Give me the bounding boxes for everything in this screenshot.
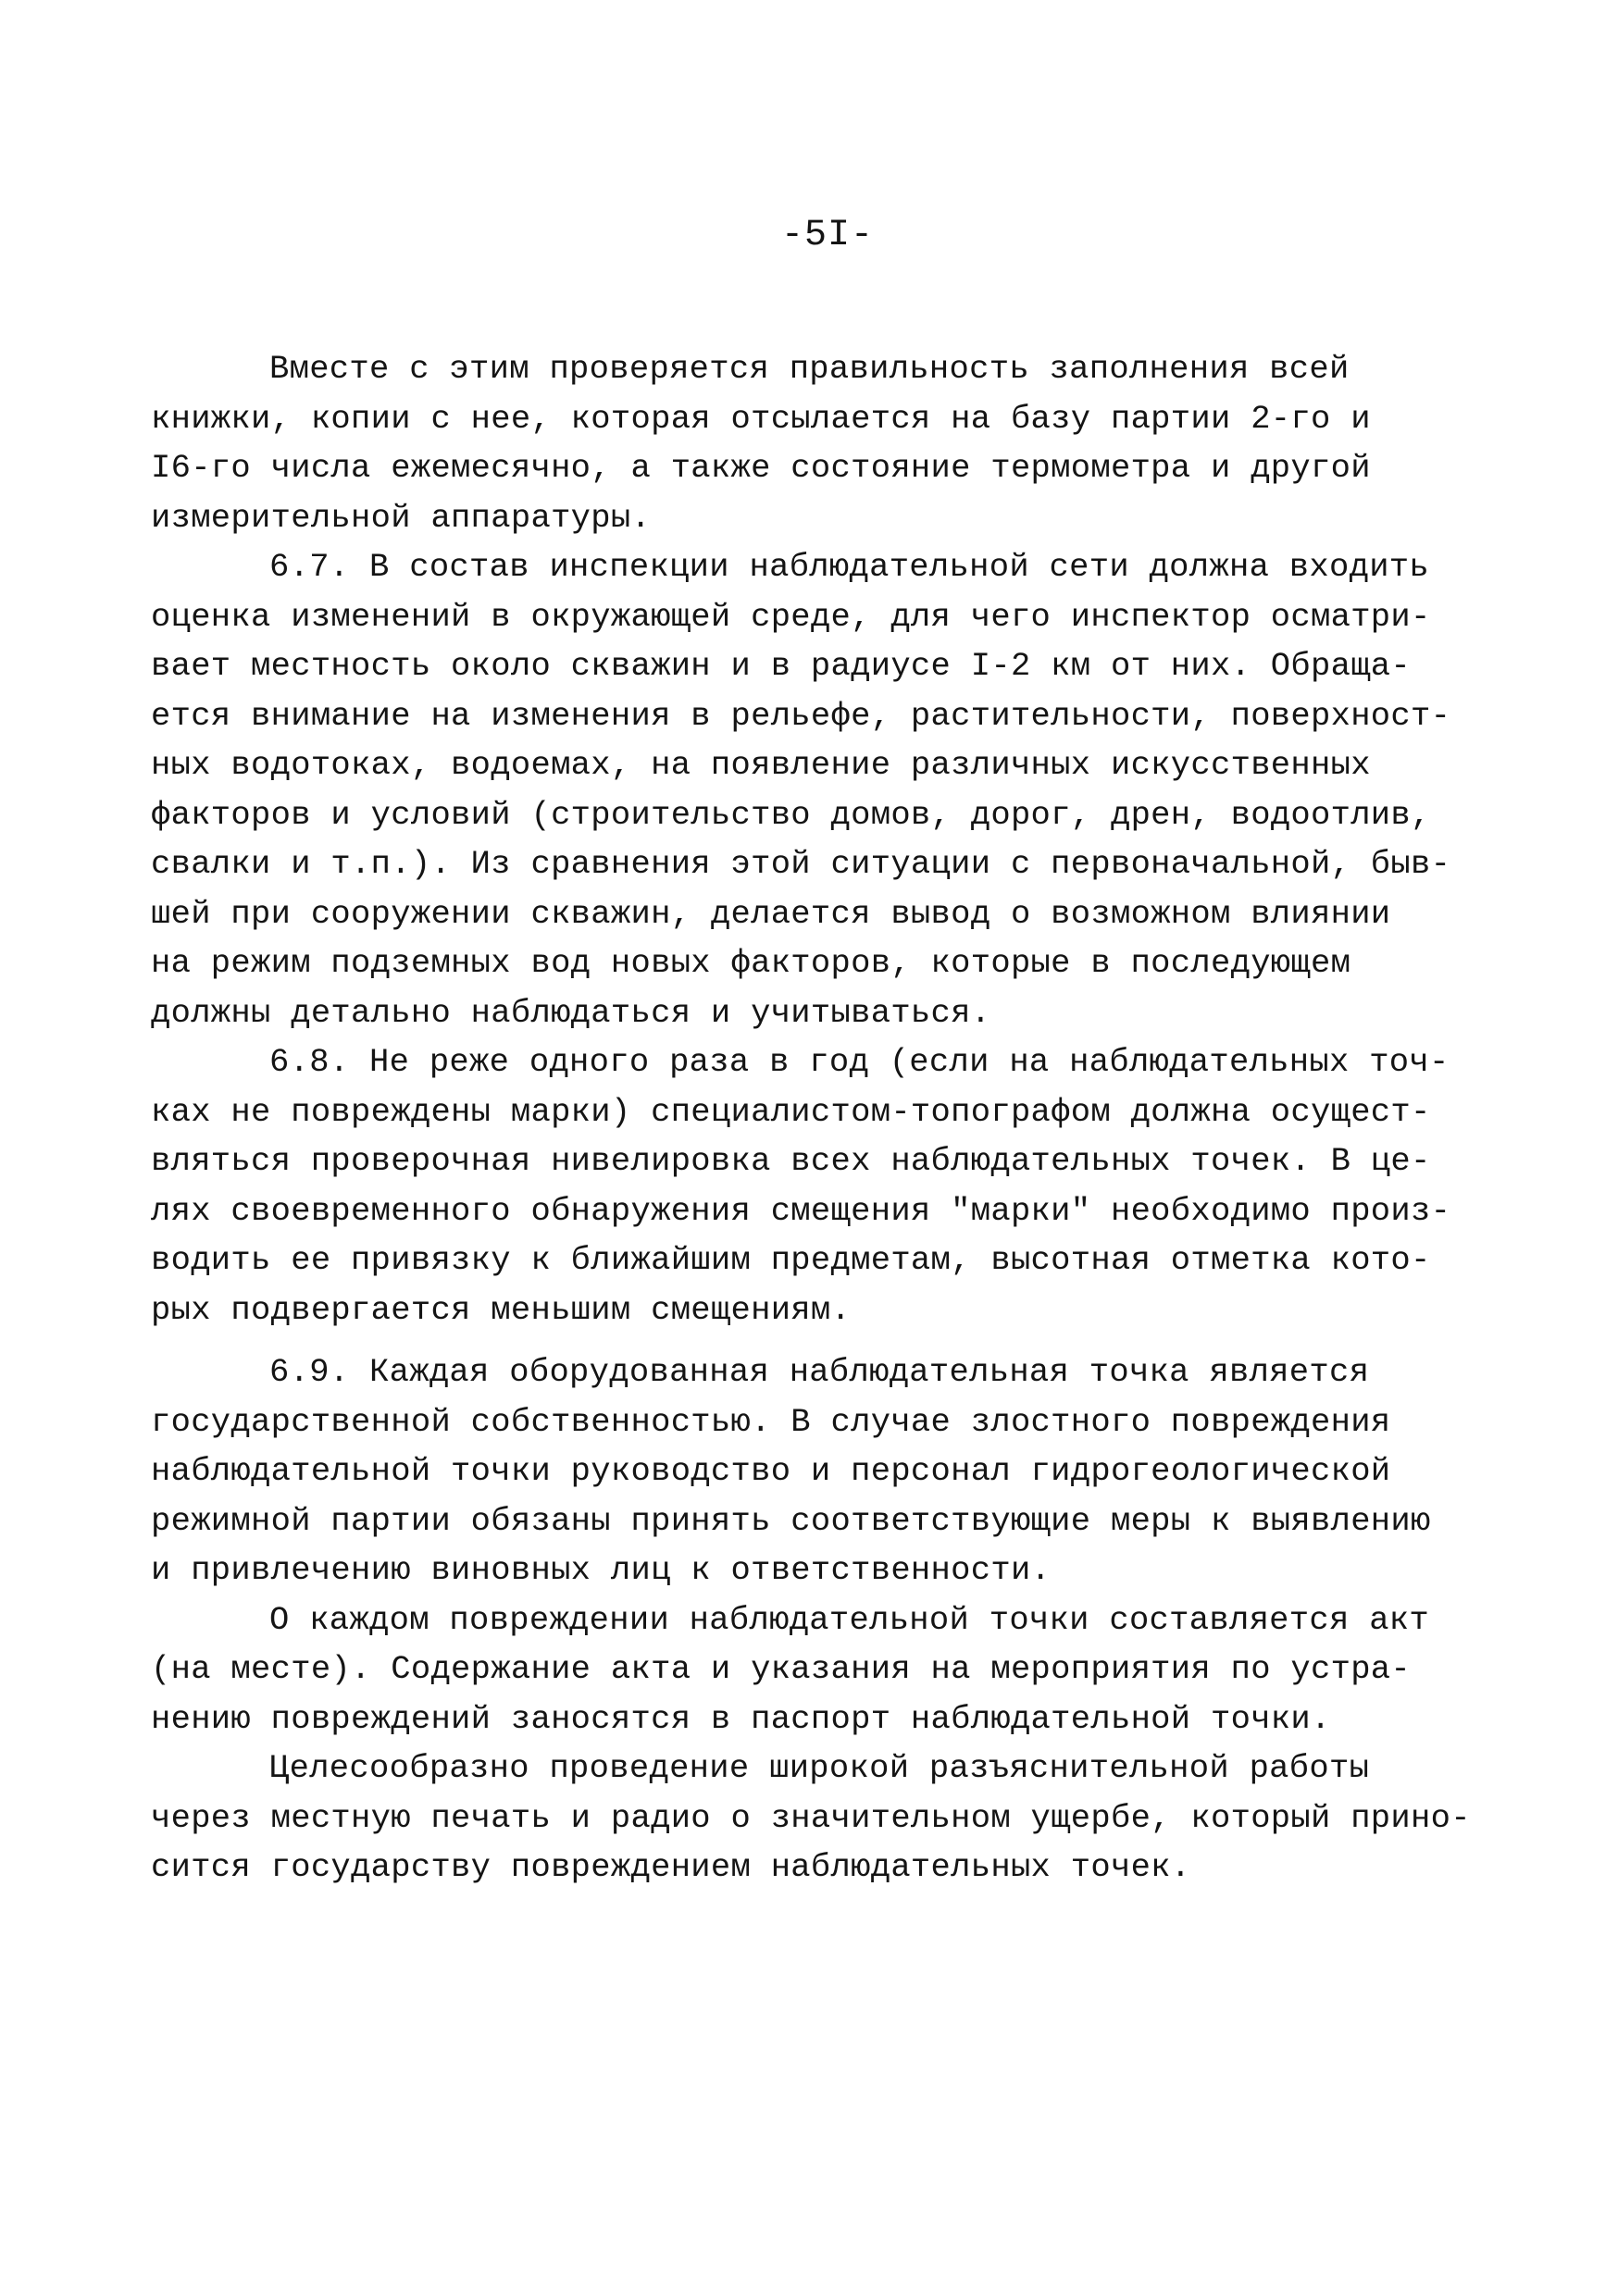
text-line: государственной собственностью. В случае злостного повреждения: [151, 1402, 1391, 1441]
text-line: ется внимание на изменения в рельефе, растительности, поверхност-: [151, 696, 1451, 735]
text-line: должны детально наблюдаться и учитываться.: [151, 993, 991, 1032]
text-line: Вместе с этим проверяется правильность заполнения всей: [269, 350, 1350, 388]
text-line: 6.8. Не реже одного раза в год (если на наблюдательных точ-: [269, 1043, 1450, 1081]
paragraph-6-8: [151, 1037, 1451, 1334]
text-line: книжки, копии с нее, которая отсылается на базу партии 2-го и: [151, 399, 1371, 438]
text-line: I6-го числа ежемесячно, а также состояние термометра и другой: [151, 449, 1371, 487]
text-line: ках не повреждены марки) специалистом-топографом должна осущест-: [151, 1092, 1431, 1131]
text-line: рых подвергается меньшим смещениям.: [151, 1290, 852, 1329]
body-text: [151, 344, 1471, 1893]
paragraph-6-9: [151, 1347, 1447, 1595]
text-line: свалки и т.п.). Из сравнения этой ситуации с первоначальной, быв-: [151, 845, 1451, 883]
text-line: 6.7. В состав инспекции наблюдательной сети должна входить: [269, 548, 1430, 586]
text-line: О каждом повреждении наблюдательной точки составляется акт: [269, 1600, 1430, 1639]
paragraph-outreach: [151, 1744, 1471, 1893]
text-line: измерительной аппаратуры.: [151, 498, 652, 537]
text-line: и привлечению виновных лиц к ответственности.: [151, 1551, 1052, 1589]
paragraph-6-7: [151, 542, 1451, 1037]
text-line: вает местность около скважин и в радиусе I-2 км от них. Обраща-: [151, 647, 1412, 685]
text-line: ных водотоках, водоемах, на появление различных искусственных: [151, 746, 1371, 784]
text-line: на режим подземных вод новых факторов, которые в последующем: [151, 944, 1351, 982]
text-line: Целесообразно проведение широкой разъяснительной работы: [269, 1749, 1370, 1787]
paragraph-1: [151, 344, 1447, 542]
text-line: сится государству повреждением наблюдательных точек.: [151, 1848, 1191, 1886]
text-line: шей при сооружении скважин, делается вывод о возможном влиянии: [151, 894, 1391, 933]
text-line: оценка изменений в окружающей среде, для чего инспектор осматри-: [151, 597, 1431, 636]
text-line: 6.9. Каждая оборудованная наблюдательная точка является: [269, 1353, 1370, 1391]
text-line: режимной партии обязаны принять соответствующие меры к выявлению: [151, 1501, 1431, 1540]
paragraph-damage-act: [151, 1595, 1447, 1744]
text-line: водить ее привязку к ближайшим предметам, высотная отметка кото-: [151, 1241, 1431, 1279]
text-line: лях своевременного обнаружения смещения "марки" необходимо произ-: [151, 1191, 1451, 1230]
text-line: нению повреждений заносятся в паспорт наблюдательной точки.: [151, 1699, 1331, 1738]
page-number: -5I-: [780, 215, 874, 256]
text-line: наблюдательной точки руководство и персонал гидрогеологической: [151, 1452, 1391, 1490]
text-line: факторов и условий (строительство домов, дорог, дрен, водоотлив,: [151, 795, 1431, 834]
text-line: (на месте). Содержание акта и указания на мероприятия по устра-: [151, 1650, 1412, 1688]
text-line: через местную печать и радио о значительном ущербе, который прино-: [151, 1798, 1471, 1837]
text-line: вляться проверочная нивелировка всех наблюдательных точек. В це-: [151, 1142, 1431, 1180]
